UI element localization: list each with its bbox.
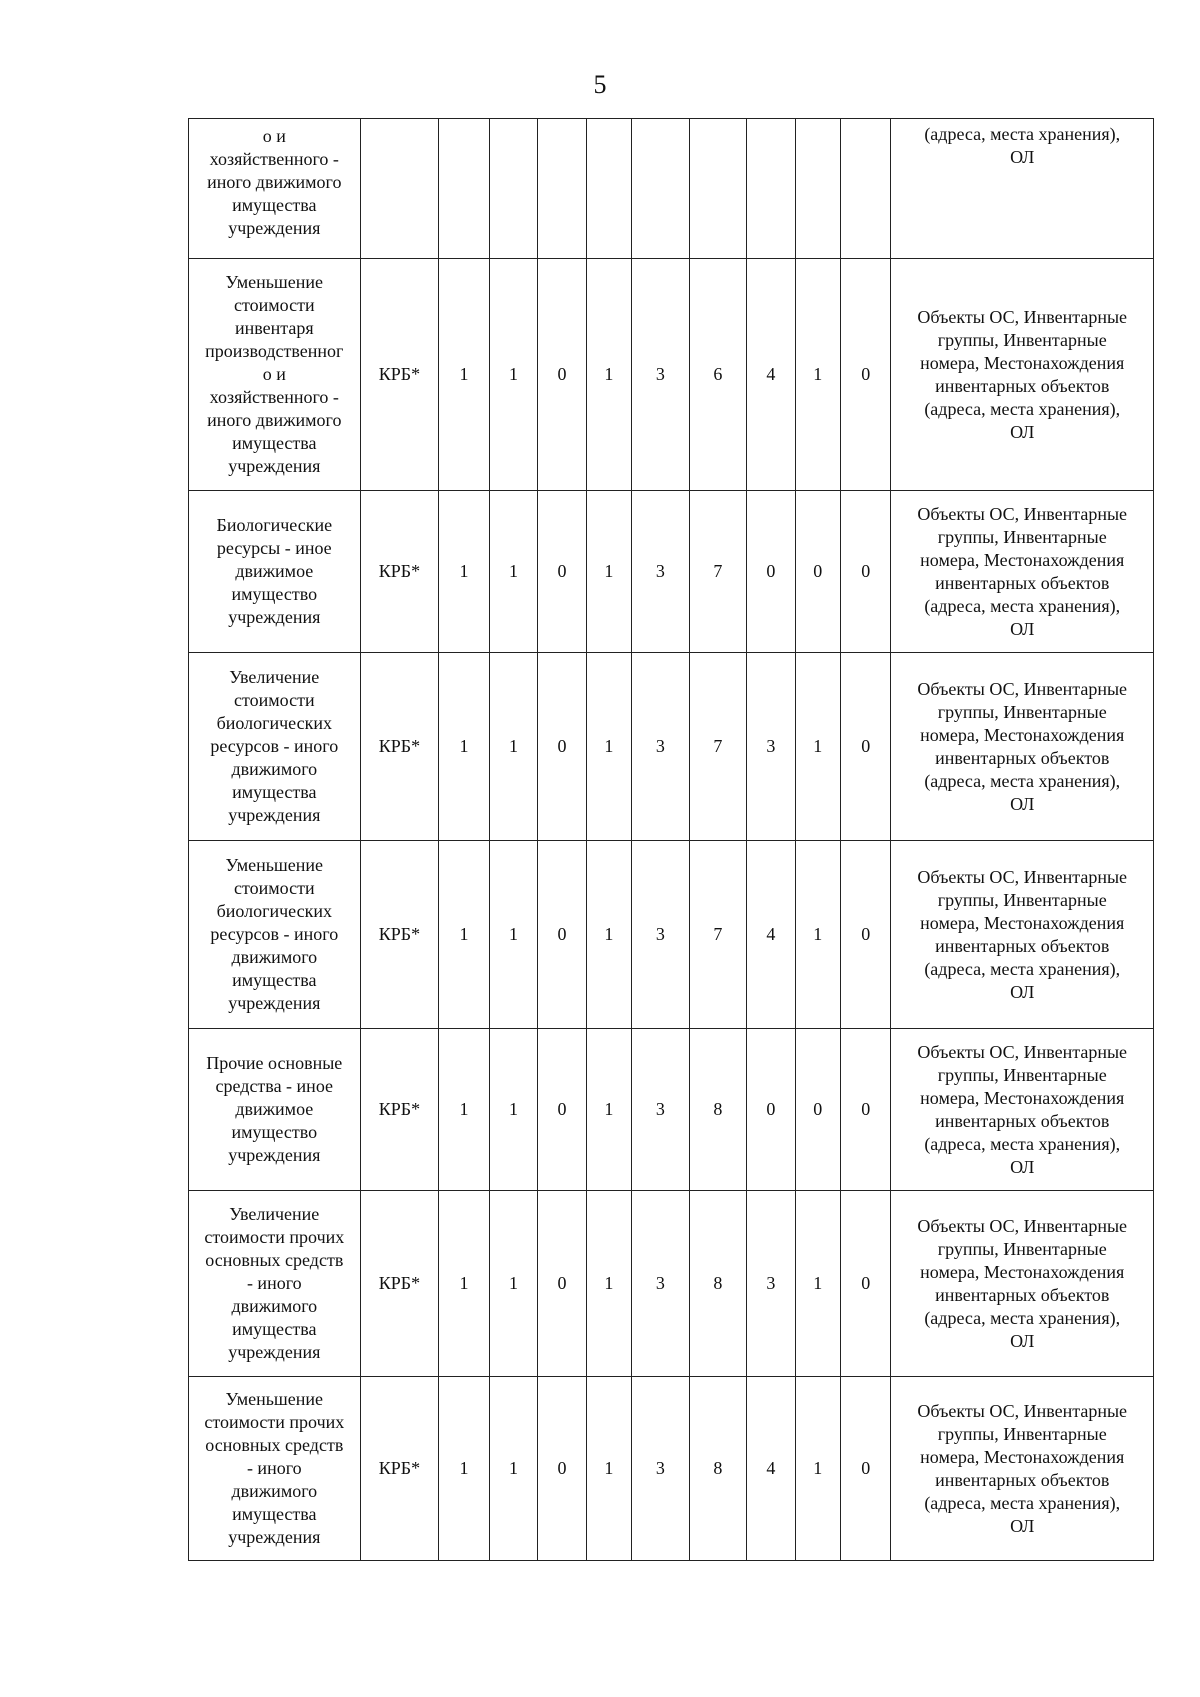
budget-code-cell: КРБ* <box>360 1191 439 1377</box>
account-digit-cell: 0 <box>747 1029 795 1191</box>
account-digit-cell <box>439 119 489 259</box>
account-name-line: учреждения <box>228 1342 321 1362</box>
account-digit-cell: 3 <box>632 1377 690 1561</box>
analytics-notes-line: группы, Инвентарные <box>937 701 1107 722</box>
account-name-line: Прочие основные <box>206 1053 343 1073</box>
analytics-notes-line: (адреса, места хранения), <box>924 1307 1121 1328</box>
analytics-notes-line: ОЛ <box>1010 618 1035 639</box>
account-digit-cell: 8 <box>689 1029 747 1191</box>
analytics-notes-line: инвентарных объектов <box>935 1284 1110 1305</box>
account-digit-cell: 0 <box>841 841 891 1029</box>
account-name-line: биологических <box>216 713 332 733</box>
analytics-notes-line: ОЛ <box>1010 793 1035 814</box>
analytics-notes-line: ОЛ <box>1010 1330 1035 1351</box>
account-name-line: имущества <box>232 433 317 453</box>
account-name-cell <box>189 491 361 653</box>
accounts-table <box>188 118 1154 1561</box>
budget-code-cell: КРБ* <box>360 491 439 653</box>
account-digit-cell: 0 <box>841 653 891 841</box>
table-body <box>189 119 1154 1561</box>
analytics-notes-line: инвентарных объектов <box>935 375 1110 396</box>
account-name-line: Уменьшение <box>225 855 324 875</box>
account-digit-cell: 1 <box>586 841 631 1029</box>
account-digit-cell: 6 <box>689 259 747 491</box>
analytics-notes-cell <box>891 653 1154 841</box>
account-digit-cell: 4 <box>747 1377 795 1561</box>
account-digit-cell: 0 <box>538 259 586 491</box>
table-row <box>189 841 1154 1029</box>
analytics-notes-line: Объекты ОС, Инвентарные <box>917 503 1128 524</box>
account-digit-cell: 1 <box>795 1191 840 1377</box>
account-name-line: иного движимого <box>207 410 342 430</box>
analytics-notes-line: номера, Местонахождения <box>920 1261 1125 1282</box>
analytics-notes-line: Объекты ОС, Инвентарные <box>917 1041 1128 1062</box>
analytics-notes-cell <box>891 1377 1154 1561</box>
account-digit-cell: 1 <box>489 259 537 491</box>
account-name-line: движимого <box>231 947 318 967</box>
analytics-notes-line: (адреса, места хранения), <box>924 398 1121 419</box>
account-digit-cell: 1 <box>439 491 489 653</box>
account-digit-cell: 0 <box>538 491 586 653</box>
account-digit-cell: 0 <box>841 491 891 653</box>
account-digit-cell: 1 <box>489 1029 537 1191</box>
account-name-line: стоимости <box>234 878 315 898</box>
analytics-notes-line: группы, Инвентарные <box>937 1238 1107 1259</box>
account-digit-cell: 0 <box>841 1029 891 1191</box>
account-name-line: стоимости <box>234 690 315 710</box>
account-name-line: ресурсов - иного <box>210 736 339 756</box>
account-digit-cell: 1 <box>586 1191 631 1377</box>
account-name-line: Уменьшение <box>225 272 324 292</box>
account-digit-cell: 1 <box>586 1029 631 1191</box>
account-digit-cell <box>489 119 537 259</box>
account-name-line: иного движимого <box>207 172 342 192</box>
account-name-line: учреждения <box>228 218 321 238</box>
account-digit-cell: 3 <box>632 1029 690 1191</box>
account-digit-cell: 1 <box>795 1377 840 1561</box>
analytics-notes-line: (адреса, места хранения), <box>924 770 1121 791</box>
account-name-line: имущество <box>231 1122 318 1142</box>
account-digit-cell: 8 <box>689 1377 747 1561</box>
account-name-line: учреждения <box>228 1145 321 1165</box>
analytics-notes-line: номера, Местонахождения <box>920 912 1125 933</box>
account-digit-cell: 3 <box>747 653 795 841</box>
account-digit-cell: 1 <box>586 653 631 841</box>
account-digit-cell: 3 <box>632 491 690 653</box>
account-digit-cell: 1 <box>586 491 631 653</box>
account-name-line: хозяйственного - <box>209 149 339 169</box>
table-row <box>189 1377 1154 1561</box>
account-name-cell <box>189 1191 361 1377</box>
analytics-notes-line: ОЛ <box>1010 147 1035 167</box>
account-name-line: учреждения <box>228 993 321 1013</box>
account-name-line: ресурсов - иного <box>210 924 339 944</box>
account-digit-cell: 1 <box>489 1377 537 1561</box>
account-name-cell <box>189 1029 361 1191</box>
account-digit-cell <box>538 119 586 259</box>
account-name-line: средства - иное <box>215 1076 334 1096</box>
account-name-line: Увеличение <box>229 667 320 687</box>
account-digit-cell: 0 <box>841 1377 891 1561</box>
account-name-line: движимого <box>231 759 318 779</box>
account-digit-cell: 1 <box>439 259 489 491</box>
account-digit-cell: 1 <box>586 1377 631 1561</box>
analytics-notes-line: группы, Инвентарные <box>937 889 1107 910</box>
account-digit-cell <box>795 119 840 259</box>
account-digit-cell: 0 <box>841 1191 891 1377</box>
account-digit-cell: 0 <box>538 653 586 841</box>
analytics-notes-line: Объекты ОС, Инвентарные <box>917 306 1128 327</box>
analytics-notes-cell <box>891 1191 1154 1377</box>
account-digit-cell: 1 <box>439 1191 489 1377</box>
account-name-line: имущества <box>232 195 317 215</box>
budget-code-cell: КРБ* <box>360 259 439 491</box>
account-digit-cell: 3 <box>632 1191 690 1377</box>
analytics-notes-line: (адреса, места хранения), <box>924 124 1121 144</box>
account-digit-cell: 0 <box>795 491 840 653</box>
account-digit-cell: 3 <box>747 1191 795 1377</box>
budget-code-cell: КРБ* <box>360 1029 439 1191</box>
analytics-notes-cell <box>891 259 1154 491</box>
table-row <box>189 119 1154 259</box>
account-digit-cell: 0 <box>538 841 586 1029</box>
analytics-notes-line: Объекты ОС, Инвентарные <box>917 678 1128 699</box>
analytics-notes-line: (адреса, места хранения), <box>924 595 1121 616</box>
analytics-notes-cell <box>891 119 1154 259</box>
account-name-cell <box>189 259 361 491</box>
account-name-line: основных средств <box>205 1435 344 1455</box>
account-name-cell <box>189 1377 361 1561</box>
account-name-line: - иного <box>246 1458 302 1478</box>
table-row <box>189 653 1154 841</box>
account-digit-cell <box>632 119 690 259</box>
budget-code-cell <box>360 119 439 259</box>
account-digit-cell: 0 <box>841 259 891 491</box>
account-name-line: имущества <box>232 970 317 990</box>
analytics-notes-cell <box>891 1029 1154 1191</box>
account-name-line: стоимости прочих <box>204 1227 345 1247</box>
account-digit-cell: 0 <box>538 1377 586 1561</box>
account-name-line: движимое <box>235 1099 314 1119</box>
account-name-line: стоимости <box>234 295 315 315</box>
account-digit-cell: 8 <box>689 1191 747 1377</box>
account-digit-cell: 3 <box>632 259 690 491</box>
account-digit-cell <box>689 119 747 259</box>
account-digit-cell: 0 <box>747 491 795 653</box>
analytics-notes-line: номера, Местонахождения <box>920 549 1125 570</box>
account-digit-cell: 1 <box>489 491 537 653</box>
analytics-notes-cell <box>891 491 1154 653</box>
analytics-notes-line: Объекты ОС, Инвентарные <box>917 1400 1128 1421</box>
analytics-notes-line: группы, Инвентарные <box>937 1064 1107 1085</box>
account-digit-cell: 1 <box>795 653 840 841</box>
account-name-line: имущества <box>232 782 317 802</box>
budget-code-cell: КРБ* <box>360 653 439 841</box>
analytics-notes-line: инвентарных объектов <box>935 1110 1110 1131</box>
account-digit-cell: 1 <box>586 259 631 491</box>
account-name-line: имущества <box>232 1504 317 1524</box>
account-name-line: хозяйственного - <box>209 387 339 407</box>
account-name-line: имущество <box>231 584 318 604</box>
analytics-notes-line: ОЛ <box>1010 421 1035 442</box>
account-digit-cell: 4 <box>747 259 795 491</box>
analytics-notes-line: номера, Местонахождения <box>920 1087 1125 1108</box>
account-name-line: учреждения <box>228 805 321 825</box>
analytics-notes-line: группы, Инвентарные <box>937 1423 1107 1444</box>
account-digit-cell: 7 <box>689 841 747 1029</box>
table-row <box>189 491 1154 653</box>
account-digit-cell: 7 <box>689 491 747 653</box>
account-digit-cell: 1 <box>489 1191 537 1377</box>
account-name-line: основных средств <box>205 1250 344 1270</box>
account-name-line: движимое <box>235 561 314 581</box>
account-name-line: стоимости прочих <box>204 1412 345 1432</box>
account-name-line: Увеличение <box>229 1204 320 1224</box>
analytics-notes-line: инвентарных объектов <box>935 747 1110 768</box>
page-number: 5 <box>593 70 607 99</box>
account-digit-cell: 1 <box>795 259 840 491</box>
account-name-line: ресурсы - иное <box>216 538 332 558</box>
account-digit-cell <box>841 119 891 259</box>
analytics-notes-line: ОЛ <box>1010 1515 1035 1536</box>
account-digit-cell: 1 <box>439 1029 489 1191</box>
account-digit-cell: 4 <box>747 841 795 1029</box>
account-digit-cell <box>586 119 631 259</box>
analytics-notes-line: инвентарных объектов <box>935 935 1110 956</box>
analytics-notes-line: группы, Инвентарные <box>937 329 1107 350</box>
account-name-line: о и <box>262 364 286 384</box>
account-digit-cell: 0 <box>538 1191 586 1377</box>
account-digit-cell: 1 <box>439 653 489 841</box>
account-name-line: производственног <box>205 341 344 361</box>
account-digit-cell: 1 <box>489 653 537 841</box>
account-digit-cell: 1 <box>795 841 840 1029</box>
analytics-notes-line: номера, Местонахождения <box>920 1446 1125 1467</box>
account-digit-cell: 1 <box>439 841 489 1029</box>
analytics-notes-line: Объекты ОС, Инвентарные <box>917 866 1128 887</box>
analytics-notes-line: инвентарных объектов <box>935 1469 1110 1490</box>
analytics-notes-line: ОЛ <box>1010 981 1035 1002</box>
table-row <box>189 1029 1154 1191</box>
analytics-notes-line: номера, Местонахождения <box>920 724 1125 745</box>
analytics-notes-line: (адреса, места хранения), <box>924 1492 1121 1513</box>
account-name-cell <box>189 653 361 841</box>
account-digit-cell: 1 <box>489 841 537 1029</box>
account-name-line: учреждения <box>228 1527 321 1547</box>
account-name-line: имущества <box>232 1319 317 1339</box>
analytics-notes-line: Объекты ОС, Инвентарные <box>917 1215 1128 1236</box>
account-name-line: о и <box>262 126 286 146</box>
table-row <box>189 1191 1154 1377</box>
budget-code-cell: КРБ* <box>360 841 439 1029</box>
account-digit-cell: 0 <box>795 1029 840 1191</box>
account-name-line: Биологические <box>216 515 333 535</box>
budget-code-cell: КРБ* <box>360 1377 439 1561</box>
account-name-line: - иного <box>246 1273 302 1293</box>
account-digit-cell <box>747 119 795 259</box>
analytics-notes-line: ОЛ <box>1010 1156 1035 1177</box>
analytics-notes-line: номера, Местонахождения <box>920 352 1125 373</box>
account-name-cell <box>189 841 361 1029</box>
account-name-line: движимого <box>231 1296 318 1316</box>
account-digit-cell: 1 <box>439 1377 489 1561</box>
account-digit-cell: 3 <box>632 841 690 1029</box>
account-name-line: движимого <box>231 1481 318 1501</box>
analytics-notes-line: (адреса, места хранения), <box>924 1133 1121 1154</box>
account-name-cell <box>189 119 361 259</box>
analytics-notes-cell <box>891 841 1154 1029</box>
account-digit-cell: 0 <box>538 1029 586 1191</box>
account-name-line: биологических <box>216 901 332 921</box>
table-row <box>189 259 1154 491</box>
analytics-notes-line: группы, Инвентарные <box>937 526 1107 547</box>
account-name-line: учреждения <box>228 607 321 627</box>
account-name-line: инвентаря <box>234 318 314 338</box>
analytics-notes-line: (адреса, места хранения), <box>924 958 1121 979</box>
account-name-line: Уменьшение <box>225 1389 324 1409</box>
account-digit-cell: 3 <box>632 653 690 841</box>
analytics-notes-line: инвентарных объектов <box>935 572 1110 593</box>
account-digit-cell: 7 <box>689 653 747 841</box>
account-name-line: учреждения <box>228 456 321 476</box>
